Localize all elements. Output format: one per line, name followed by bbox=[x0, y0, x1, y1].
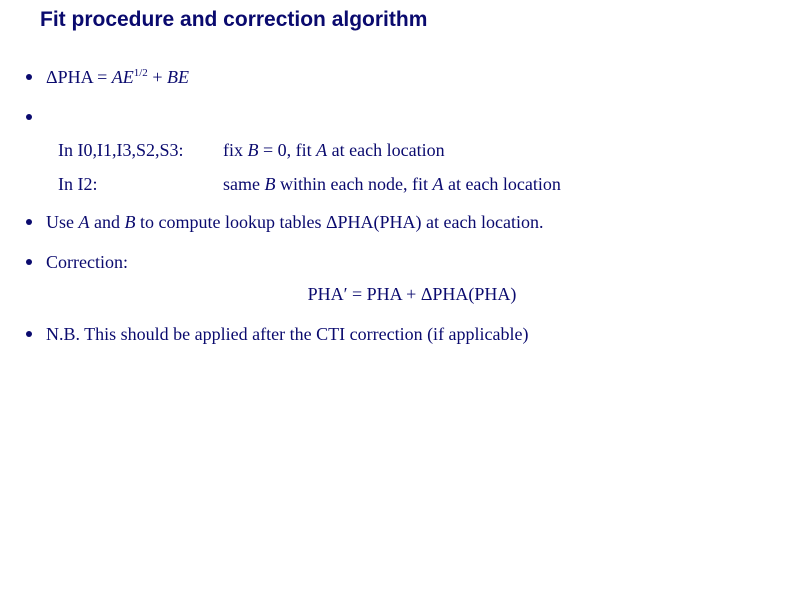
formula-exponent: 1/2 bbox=[133, 67, 148, 79]
bullet-text: N.B. This should be applied after the CTI correction (if applicable) bbox=[46, 324, 529, 344]
bullet-dot-icon bbox=[26, 74, 32, 80]
formula-be: BE bbox=[166, 67, 189, 87]
bullet-text: and bbox=[89, 212, 125, 232]
bullet-note bbox=[26, 323, 529, 345]
formula-plus: + bbox=[147, 67, 167, 87]
row-description bbox=[223, 139, 445, 161]
bullet-dot-icon bbox=[26, 219, 32, 225]
row-text: at each location bbox=[443, 174, 561, 194]
var-b: B bbox=[124, 212, 136, 232]
bullet-text: to compute lookup tables ΔPHA(PHA) at each location. bbox=[135, 212, 544, 232]
var-b: B bbox=[264, 174, 276, 194]
var-a: A bbox=[316, 140, 328, 160]
bullet-text: Correction: bbox=[46, 252, 128, 272]
correction-formula: PHA′ = PHA + ΔPHA(PHA) bbox=[307, 284, 517, 304]
bullet-text: Use bbox=[46, 212, 79, 232]
bullet-correction bbox=[26, 251, 128, 273]
row-text: = 0, fit bbox=[258, 140, 317, 160]
row-text: at each location bbox=[327, 140, 445, 160]
row-text: fix bbox=[223, 140, 248, 160]
row-label: In I0,I1,I3,S2,S3: bbox=[58, 140, 184, 160]
var-b: B bbox=[247, 140, 259, 160]
row-text: within each node, fit bbox=[275, 174, 433, 194]
bullet-dot-icon bbox=[26, 331, 32, 337]
bullet-formula bbox=[26, 66, 189, 88]
formula-ae: AE bbox=[111, 67, 134, 87]
row-label: In I2: bbox=[58, 174, 98, 194]
row-text: same bbox=[223, 174, 265, 194]
bullet-lookup bbox=[26, 211, 544, 233]
formula-prefix: ΔPHA = bbox=[46, 67, 112, 87]
bullet-dot-icon bbox=[26, 259, 32, 265]
slide-title: Fit procedure and correction algorithm bbox=[40, 8, 428, 31]
var-a: A bbox=[78, 212, 90, 232]
var-a: A bbox=[432, 174, 444, 194]
bullet-empty bbox=[26, 106, 46, 128]
row-description bbox=[223, 173, 561, 195]
bullet-dot-icon bbox=[26, 114, 32, 120]
